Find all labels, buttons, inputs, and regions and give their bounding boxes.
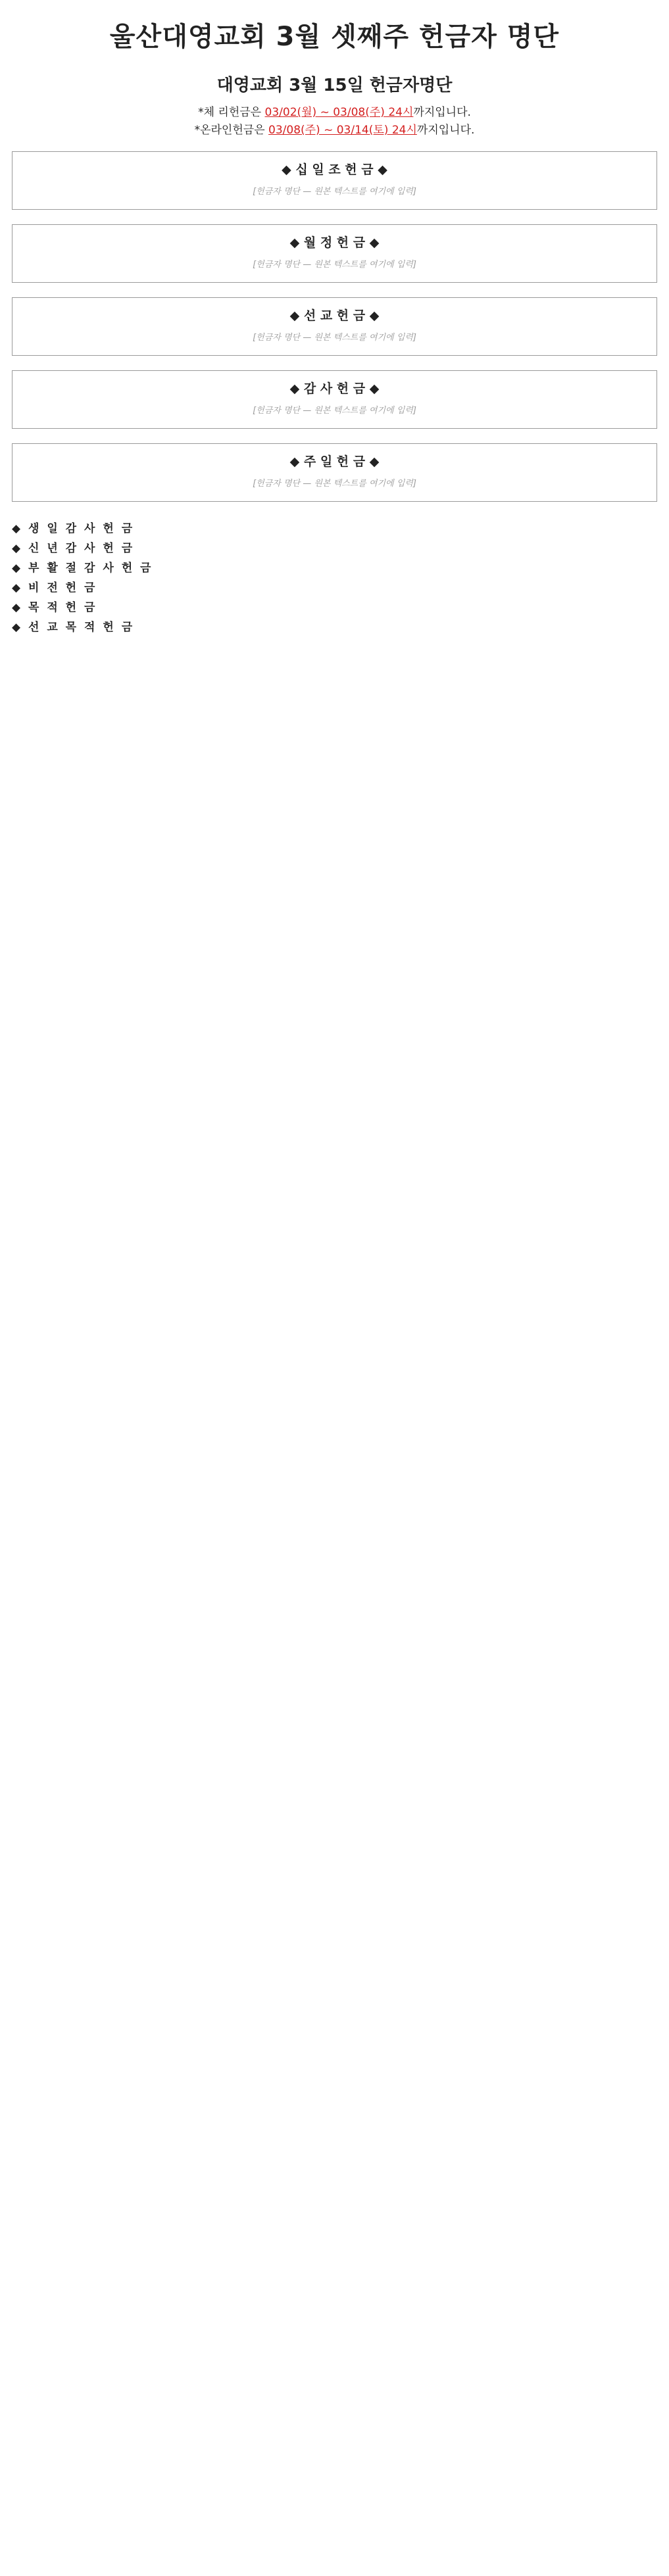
- offering-section: [12, 443, 657, 502]
- notice-prefix: *체 리헌금은: [198, 106, 265, 119]
- footer-offering-item: [12, 578, 657, 598]
- page-subtitle: 대영교회 3월 15일 헌금자명단: [216, 76, 453, 95]
- offering-section: [12, 224, 657, 283]
- footer-offering-item: [12, 618, 657, 637]
- footer-offering-label: ◆ 선 교 목 적 헌 금: [12, 621, 135, 634]
- section-title: ◆ 십 일 조 헌 금 ◆: [282, 162, 387, 177]
- section-title: ◆ 감 사 헌 금 ◆: [289, 381, 380, 396]
- offering-section: [12, 370, 657, 429]
- section-title: ◆ 월 정 헌 금 ◆: [289, 235, 380, 250]
- offering-section: [12, 151, 657, 210]
- section-names: [헌금자 명단 — 원본 텍스트를 여기에 입력]: [253, 406, 416, 416]
- offering-list-page: [0, 0, 669, 664]
- offering-footer-list: [12, 519, 657, 637]
- footer-offering-item: [12, 519, 657, 539]
- footer-offering-item: [12, 598, 657, 618]
- offering-sections: [0, 151, 669, 502]
- footer-offering-label: ◆ 부 활 절 감 사 헌 금: [12, 562, 153, 575]
- footer-offering-label: ◆ 신 년 감 사 헌 금: [12, 542, 135, 555]
- page-title: 울산대영교회 3월 셋째주 헌금자 명단: [109, 22, 560, 52]
- notice-suffix: 까지입니다.: [413, 106, 471, 119]
- footer-offering-label: ◆ 생 일 감 사 헌 금: [12, 522, 135, 535]
- footer-offering-label: ◆ 목 적 헌 금: [12, 601, 97, 614]
- notice-prefix: *온라인헌금은: [194, 124, 269, 137]
- notice-line-2: [0, 120, 669, 137]
- footer-offering-item: [12, 558, 657, 578]
- section-title: ◆ 주 일 헌 금 ◆: [289, 454, 380, 469]
- notice-period: 03/08(주) ~ 03/14(토) 24시: [268, 124, 417, 137]
- section-title: ◆ 선 교 헌 금 ◆: [289, 308, 380, 323]
- notice-period: 03/02(월) ~ 03/08(주) 24시: [264, 106, 414, 119]
- notice-block: [0, 103, 669, 137]
- footer-offering-label: ◆ 비 전 헌 금: [12, 581, 97, 595]
- section-names: [헌금자 명단 — 원본 텍스트를 여기에 입력]: [253, 479, 416, 489]
- footer-offering-item: [12, 539, 657, 558]
- section-names: [헌금자 명단 — 원본 텍스트를 여기에 입력]: [253, 333, 416, 343]
- section-names: [헌금자 명단 — 원본 텍스트를 여기에 입력]: [253, 260, 416, 270]
- notice-line-1: [0, 103, 669, 119]
- notice-suffix: 까지입니다.: [416, 124, 475, 137]
- section-names: [헌금자 명단 — 원본 텍스트를 여기에 입력]: [253, 187, 416, 197]
- offering-section: [12, 297, 657, 356]
